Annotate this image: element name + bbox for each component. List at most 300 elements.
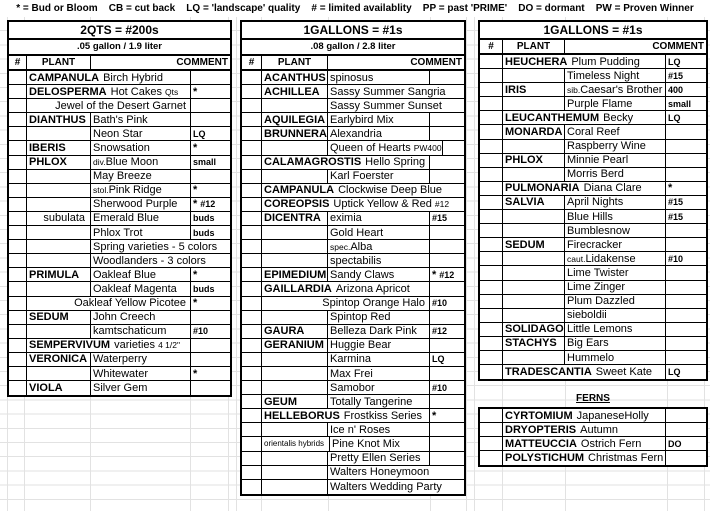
plant-cell xyxy=(27,85,191,98)
table-row xyxy=(9,99,230,113)
species-cell xyxy=(565,323,666,336)
num-cell xyxy=(480,168,503,181)
species-cell xyxy=(565,140,666,153)
genus-cell xyxy=(262,268,328,281)
num-cell xyxy=(9,339,27,352)
genus-cell xyxy=(503,168,565,181)
genus-cell xyxy=(27,141,91,154)
plant-cell xyxy=(262,198,464,211)
species-cell xyxy=(328,381,430,394)
genus-label: TRADESCANTIA xyxy=(505,366,592,379)
genus-cell xyxy=(27,353,91,366)
table-row xyxy=(480,266,706,280)
genus-cell xyxy=(503,281,565,294)
species-cell xyxy=(328,325,430,338)
species-suffix: 4 1/2" xyxy=(158,340,180,351)
species-label: Queen of Hearts xyxy=(330,142,411,155)
genus-label: ACANTHUS xyxy=(264,71,326,84)
species-cell xyxy=(91,156,191,169)
species-cell xyxy=(565,83,666,96)
species-label: Walters Honeymoon xyxy=(330,466,430,479)
plant-cell xyxy=(503,55,666,68)
num-cell xyxy=(480,55,503,68)
species-label: Oakleaf Magenta xyxy=(93,282,177,295)
species-cell xyxy=(328,212,430,225)
num-cell xyxy=(480,423,503,436)
num-cell xyxy=(9,254,27,267)
genus-label: VIOLA xyxy=(29,382,63,395)
table-row xyxy=(480,83,706,97)
availability-table-1gal-a xyxy=(240,20,466,496)
num-cell xyxy=(242,240,262,253)
num-cell xyxy=(242,156,262,169)
comment-label: LQ xyxy=(193,128,206,139)
num-cell xyxy=(480,323,503,336)
table-row xyxy=(480,210,706,224)
table-row xyxy=(242,226,464,240)
genus-cell xyxy=(27,254,91,267)
species-cell xyxy=(328,353,430,366)
table-row xyxy=(242,452,464,466)
comment-label: buds xyxy=(193,283,215,294)
comment-cell xyxy=(191,297,230,310)
num-cell xyxy=(242,99,262,112)
species-label: Christmas Fern xyxy=(588,452,664,465)
species-cell xyxy=(328,339,430,352)
table-row xyxy=(480,295,706,309)
comment-cell xyxy=(666,295,706,308)
table-row xyxy=(242,466,464,480)
genus-label: COREOPSIS xyxy=(264,198,330,211)
genus-note-label: orientalis hybrids xyxy=(264,439,325,449)
genus-label: CYRTOMIUM xyxy=(505,409,573,422)
comment-cell xyxy=(430,156,464,169)
num-cell xyxy=(480,238,503,251)
species-label: Snowsation xyxy=(93,142,150,155)
table-row xyxy=(480,97,706,111)
table-row xyxy=(480,111,706,125)
bloom-star: * xyxy=(193,184,198,197)
num-cell xyxy=(9,113,27,126)
comment-cell xyxy=(666,423,706,436)
comment-cell xyxy=(666,252,706,265)
species-cell xyxy=(91,381,191,395)
species-cell xyxy=(91,226,191,239)
species-label: Neon Star xyxy=(93,127,143,140)
species-cell xyxy=(91,113,191,126)
ferns-table xyxy=(478,407,708,467)
species-label: Earlybird Mix xyxy=(330,113,394,126)
genus-variant-label: subulata xyxy=(43,212,85,225)
genus-cell xyxy=(503,351,565,364)
num-cell xyxy=(480,437,503,450)
species-cell xyxy=(328,240,430,253)
species-label: Pink Ridge xyxy=(108,184,162,197)
species-cell xyxy=(565,224,666,237)
species-label: Spintop Red xyxy=(330,311,391,324)
table-row xyxy=(9,184,230,198)
genus-cell xyxy=(503,140,565,153)
num-cell xyxy=(480,309,503,322)
num-cell xyxy=(480,451,503,465)
num-cell xyxy=(242,367,262,380)
comment-cell xyxy=(430,254,464,267)
table-row xyxy=(242,325,464,339)
comment-cell xyxy=(430,240,464,253)
species-cell xyxy=(328,170,430,183)
comment-label: small xyxy=(668,98,692,109)
genus-cell xyxy=(262,254,328,267)
genus-cell xyxy=(262,240,328,253)
genus-label: SALVIA xyxy=(505,196,545,209)
species-cell xyxy=(328,423,430,436)
bloom-star: * xyxy=(193,297,198,310)
comment-label: #15 xyxy=(668,197,684,208)
species-cell xyxy=(565,295,666,308)
comment-cell xyxy=(666,409,706,422)
genus-cell xyxy=(27,113,91,126)
comment-label: LQ xyxy=(668,56,681,67)
genus-cell xyxy=(27,198,91,211)
species-cell xyxy=(565,309,666,322)
genus-cell xyxy=(503,337,565,350)
genus-label: GEUM xyxy=(264,395,297,408)
species-label: Plum Pudding xyxy=(571,55,640,68)
table-title: 1GALLONS = #1s xyxy=(242,22,464,40)
genus-cell xyxy=(27,381,91,395)
genus-cell xyxy=(262,325,328,338)
num-cell xyxy=(9,170,27,183)
species-label: Belleza Dark Pink xyxy=(330,325,417,338)
species-cell xyxy=(328,141,443,154)
comment-label: LQ xyxy=(432,354,445,365)
comment-cell xyxy=(191,85,230,98)
comment-cell xyxy=(430,423,464,436)
comment-cell xyxy=(666,154,706,167)
species-label: Oakleaf Blue xyxy=(93,268,156,281)
table-row xyxy=(242,156,464,170)
bloom-star: * xyxy=(193,142,198,155)
num-cell xyxy=(242,212,262,225)
species-label: May Breeze xyxy=(93,170,152,183)
num-cell xyxy=(9,268,27,281)
species-cell xyxy=(565,266,666,279)
comment-cell xyxy=(191,353,230,366)
species-label: April Nights xyxy=(567,196,624,209)
species-label: Ice n' Roses xyxy=(330,423,391,436)
comment-cell xyxy=(666,196,706,209)
species-label: Lime Zinger xyxy=(567,281,626,294)
table-row xyxy=(480,224,706,238)
species-label: Ostrich Fern xyxy=(580,437,642,450)
species-suffix: Qts xyxy=(164,86,179,97)
plant-cell xyxy=(27,297,191,310)
num-cell xyxy=(9,311,27,324)
table-row xyxy=(242,311,464,325)
comment-cell xyxy=(666,168,706,181)
comment-cell xyxy=(666,224,706,237)
comment-label: DO xyxy=(668,438,682,449)
column-header-row xyxy=(9,56,230,71)
species-cell xyxy=(91,141,191,154)
table-row xyxy=(242,367,464,381)
genus-label: CALAMAGROSTIS xyxy=(264,156,362,169)
table-row xyxy=(9,297,230,311)
num-cell xyxy=(9,226,27,239)
comment-cell xyxy=(666,182,706,195)
species-label: Sherwood Purple xyxy=(93,198,178,211)
table-row xyxy=(242,113,464,127)
table-row xyxy=(242,409,464,423)
table-row xyxy=(242,297,464,311)
table-row xyxy=(9,212,230,226)
species-label: Hello Spring xyxy=(365,156,426,169)
num-cell xyxy=(480,351,503,364)
comment-cell xyxy=(666,266,706,279)
comment-cell xyxy=(191,226,230,239)
plant-column-header: PLANT xyxy=(503,40,565,53)
genus-label: IBERIS xyxy=(29,142,66,155)
species-cell xyxy=(565,97,666,110)
species-label: Whitewater xyxy=(93,367,149,380)
table-subtitle: .08 gallon / 2.8 liter xyxy=(242,40,464,56)
table-row xyxy=(9,311,230,325)
species-label: spectabilis xyxy=(330,254,382,267)
table-body xyxy=(480,409,706,465)
species-label: kamtschaticum xyxy=(93,325,167,338)
table-row xyxy=(480,323,706,337)
comment-label: buds xyxy=(193,213,215,224)
table-row xyxy=(242,268,464,282)
num-cell xyxy=(242,85,262,98)
table-row xyxy=(242,353,464,367)
genus-cell xyxy=(27,367,91,380)
genus-label: PHLOX xyxy=(29,156,67,169)
bloom-star: * xyxy=(668,182,673,195)
genus-label: POLYSTICHUM xyxy=(505,452,585,465)
comment-label: #12 xyxy=(432,326,448,337)
comment-cell xyxy=(430,226,464,239)
species-label: Blue Moon xyxy=(105,156,159,169)
genus-cell xyxy=(262,452,328,465)
comment-label: small xyxy=(193,157,217,168)
species-cell xyxy=(328,452,430,465)
genus-label: SEMPERVIVUM xyxy=(29,339,111,352)
table-title: 1GALLONS = #1s xyxy=(480,22,706,40)
num-cell xyxy=(480,196,503,209)
species-label: Alba xyxy=(350,240,373,253)
table-row xyxy=(9,381,230,395)
comment-cell xyxy=(191,170,230,183)
species-label: Arizona Apricot xyxy=(335,282,410,295)
genus-cell xyxy=(503,97,565,110)
genus-cell xyxy=(27,127,91,140)
genus-label: PULMONARIA xyxy=(505,182,580,195)
table-row xyxy=(480,140,706,154)
comment-cell xyxy=(430,268,464,281)
comment-cell xyxy=(666,351,706,364)
comment-cell xyxy=(191,127,230,140)
species-label: Max Frei xyxy=(330,367,373,380)
table-row xyxy=(242,71,464,85)
genus-label: CAMPANULA xyxy=(264,184,335,197)
num-cell xyxy=(242,466,262,479)
comment-label: #15 xyxy=(668,70,684,81)
species-cell xyxy=(565,154,666,167)
num-cell xyxy=(242,268,262,281)
bloom-star: * xyxy=(193,367,198,380)
num-cell xyxy=(242,409,262,422)
comment-cell xyxy=(430,127,464,140)
genus-cell xyxy=(262,480,328,494)
genus-cell xyxy=(503,252,565,265)
table-row xyxy=(9,141,230,155)
species-label: Sassy Summer Sunset xyxy=(330,99,442,112)
species-label: Totally Tangerine xyxy=(330,395,413,408)
comment-cell xyxy=(191,268,230,281)
genus-label: SEDUM xyxy=(505,238,545,251)
genus-cell xyxy=(503,266,565,279)
comment-cell xyxy=(666,97,706,110)
genus-cell xyxy=(27,184,91,197)
comment-cell xyxy=(430,113,464,126)
num-column-header: # xyxy=(242,56,262,69)
species-label: Clockwise Deep Blue xyxy=(338,184,443,197)
plant-cell xyxy=(503,437,666,450)
genus-cell xyxy=(262,85,328,98)
table-row xyxy=(9,240,230,254)
genus-label: GAILLARDIA xyxy=(264,282,332,295)
genus-label: ACHILLEA xyxy=(264,85,320,98)
comment-label: #10 xyxy=(432,298,448,309)
species-cell xyxy=(328,367,430,380)
table-row xyxy=(242,198,464,212)
genus-cell xyxy=(262,423,328,436)
bloom-star: * xyxy=(193,85,198,98)
genus-cell xyxy=(262,141,328,154)
table-row xyxy=(480,437,706,451)
comment-cell xyxy=(666,451,706,465)
species-label: Frostkiss Series xyxy=(343,409,423,422)
comment-label: #10 xyxy=(668,253,684,264)
num-cell xyxy=(9,99,27,112)
comment-label: #12 xyxy=(439,269,455,280)
comment-cell xyxy=(666,111,706,124)
plant-cell xyxy=(27,71,191,84)
genus-label: STACHYS xyxy=(505,337,557,350)
plant-cell xyxy=(503,111,666,124)
species-label: Purple Flame xyxy=(567,97,633,110)
species-label: Woodlanders - 3 colors xyxy=(93,254,206,267)
comment-cell xyxy=(666,210,706,223)
species-prefix: caut. xyxy=(567,253,586,264)
species-label: John Creech xyxy=(93,311,156,324)
comment-cell xyxy=(666,238,706,251)
table-row xyxy=(242,170,464,184)
table-row xyxy=(9,282,230,296)
species-label: Alexandria xyxy=(330,127,382,140)
num-cell xyxy=(480,140,503,153)
comment-cell xyxy=(666,437,706,450)
genus-label: GAURA xyxy=(264,325,305,338)
species-cell xyxy=(91,184,191,197)
comment-cell xyxy=(430,381,464,394)
num-cell xyxy=(9,367,27,380)
num-cell xyxy=(9,127,27,140)
table-row xyxy=(480,409,706,423)
table-body xyxy=(242,71,464,494)
genus-label: MATTEUCCIA xyxy=(505,437,577,450)
plant-column-header: PLANT xyxy=(27,56,91,69)
species-label: Spintop Orange Halo xyxy=(322,297,425,310)
species-cell xyxy=(565,252,666,265)
species-prefix: stol. xyxy=(93,185,109,196)
comment-cell xyxy=(191,325,230,338)
species-cell xyxy=(565,210,666,223)
comment-cell xyxy=(666,365,706,379)
table-row xyxy=(242,240,464,254)
genus-label: CAMPANULA xyxy=(29,71,100,84)
species-cell xyxy=(565,351,666,364)
table-row xyxy=(242,254,464,268)
num-cell xyxy=(242,71,262,84)
table-row xyxy=(9,339,230,353)
table-row xyxy=(242,99,464,113)
comment-cell xyxy=(430,437,464,450)
num-cell xyxy=(242,226,262,239)
species-label: Sweet Kate xyxy=(595,366,653,379)
table-row xyxy=(480,154,706,168)
species-label: Pine Knot Mix xyxy=(332,437,400,450)
species-label: Morris Berd xyxy=(567,168,624,181)
genus-cell xyxy=(27,268,91,281)
genus-cell xyxy=(262,466,328,479)
comment-cell xyxy=(191,381,230,395)
comment-cell xyxy=(666,125,706,138)
species-label: Lidakense xyxy=(585,252,636,265)
comment-cell xyxy=(430,311,464,324)
species-cell xyxy=(91,353,191,366)
comment-cell xyxy=(666,337,706,350)
table-row xyxy=(242,282,464,296)
table-row xyxy=(9,170,230,184)
genus-label: BRUNNERA xyxy=(264,127,327,140)
genus-cell xyxy=(503,125,565,138)
genus-cell xyxy=(262,170,328,183)
genus-label: HELLEBORUS xyxy=(264,409,340,422)
species-label: Timeless Night xyxy=(567,69,640,82)
num-cell xyxy=(9,381,27,395)
species-suffix: #12 xyxy=(434,199,450,210)
comment-cell xyxy=(430,325,464,338)
species-label: Autumn xyxy=(580,423,619,436)
species-label: Hot Cakes xyxy=(110,85,162,98)
num-cell xyxy=(480,295,503,308)
plant-cell xyxy=(503,365,666,379)
ferns-section-label: FERNS xyxy=(576,393,610,404)
num-cell xyxy=(242,423,262,436)
comment-cell xyxy=(666,309,706,322)
comment-cell xyxy=(666,140,706,153)
num-cell xyxy=(242,282,262,295)
species-label: Blue Hills xyxy=(567,210,613,223)
species-cell xyxy=(328,254,430,267)
num-cell xyxy=(9,85,27,98)
species-label: Firecracker xyxy=(567,238,623,251)
num-cell xyxy=(9,282,27,295)
comment-cell xyxy=(430,297,464,310)
species-cell xyxy=(91,325,191,338)
